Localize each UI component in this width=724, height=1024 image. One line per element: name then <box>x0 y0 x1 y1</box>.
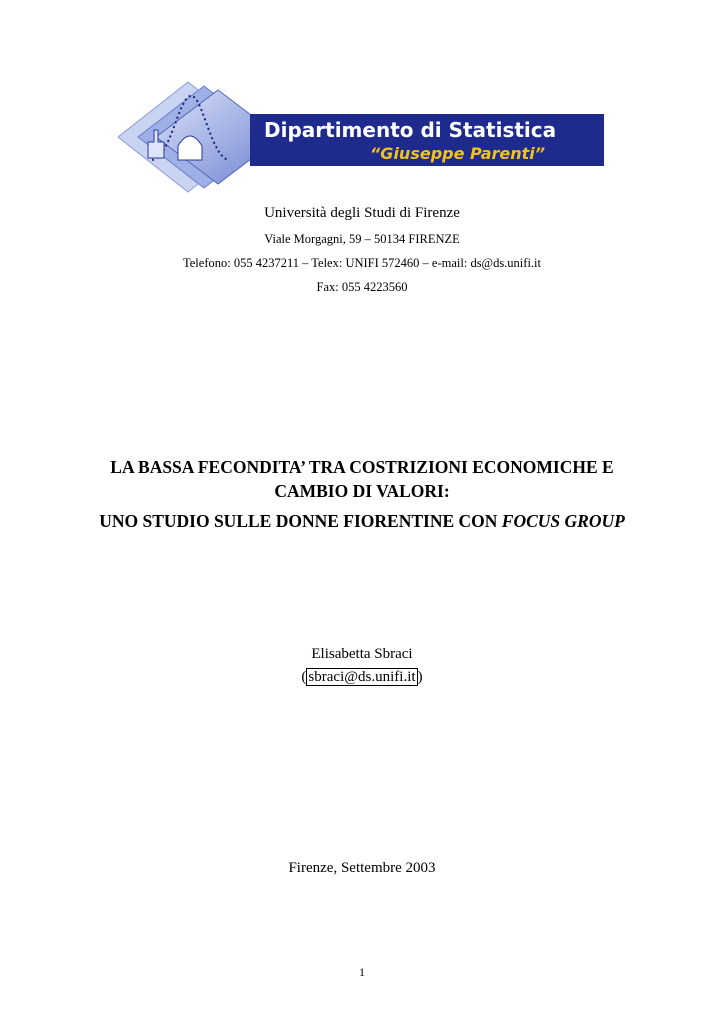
fax-line: Fax: 055 4223560 <box>316 280 408 294</box>
university-name: Università degli Studi di Firenze <box>264 205 460 221</box>
author-email-line <box>0 669 724 686</box>
title-line-3-prefix: UNO STUDIO SULLE DONNE FIORENTINE CON <box>99 511 502 531</box>
author-email-link[interactable]: sbraci@ds.unifi.it <box>308 669 416 685</box>
document-title <box>0 455 724 533</box>
logo-subtitle-text: “Giuseppe Parenti” <box>370 144 546 163</box>
title-line-3 <box>0 509 724 533</box>
place-and-date: Firenze, Settembre 2003 <box>288 860 436 876</box>
department-logo-graphic <box>118 80 604 194</box>
page-number: 1 <box>359 965 365 979</box>
email-close-paren: ) <box>417 669 423 685</box>
contact-line: Telefono: 055 4237211 – Telex: UNIFI 572460 – e-mail: ds@ds.unifi.it <box>183 256 541 270</box>
author-name: Elisabetta Sbraci <box>311 646 413 662</box>
title-line-2: CAMBIO DI VALORI: <box>274 481 450 501</box>
title-line-1: LA BASSA FECONDITA’ TRA COSTRIZIONI ECONOMICHE E <box>110 457 614 477</box>
email-open-paren: ( <box>301 669 307 685</box>
logo-title-text: Dipartimento di Statistica <box>264 118 557 142</box>
title-line-3-italic: FOCUS GROUP <box>501 511 625 531</box>
department-logo <box>118 80 604 194</box>
department-address: Viale Morgagni, 59 – 50134 FIRENZE <box>264 232 460 246</box>
